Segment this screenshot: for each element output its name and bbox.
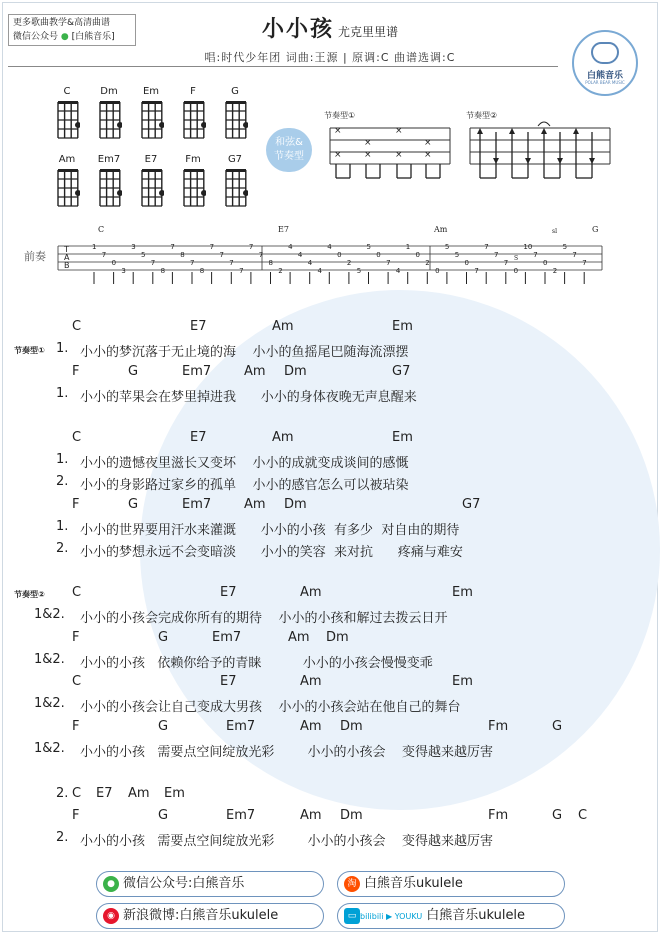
wechat-icon: ●	[60, 32, 69, 42]
chord-label: C	[72, 674, 82, 689]
lyric-line: 小小的小孩会让自己变成大男孩 小小的小孩会站在他自己的舞台	[80, 700, 461, 715]
chord-label: Fm	[488, 719, 509, 734]
tab-fret-number: 4	[317, 267, 322, 275]
tab-letter: B	[64, 261, 70, 270]
tab-fret-number: 7	[258, 251, 264, 259]
tab-fret-number: 0	[376, 251, 381, 259]
chord-diagrams	[0, 0, 330, 220]
chord-label: E7	[190, 319, 207, 334]
song-title: 小小孩 尤克里里谱	[261, 17, 399, 42]
lyric-line: 小小的苹果会在梦里掉进我 小小的身体夜晚无声息醒来	[80, 390, 417, 405]
intro-chord: C	[98, 225, 105, 234]
chord-label: E7	[220, 674, 237, 689]
tab-fret-number: 5	[454, 251, 460, 259]
chord-label: Em	[452, 674, 473, 689]
lyric-line: 小小的世界要用汗水来灌溉 小小的小孩 有多少 对自由的期待	[80, 523, 460, 538]
chorus-number: 1&2.	[34, 652, 65, 667]
chord-label: G	[128, 497, 139, 512]
brand-logo	[572, 30, 638, 96]
tab-fret-number: 0	[513, 267, 519, 275]
chord-label: F	[72, 808, 80, 823]
svg-text:×: ×	[424, 138, 432, 148]
lyric-line: 小小的小孩 需要点空间绽放光彩 小小的小孩会 变得越来越厉害	[80, 834, 493, 849]
footer-taobao[interactable]: 淘 白熊音乐ukulele	[337, 871, 565, 897]
chord-label: Am	[272, 430, 294, 445]
chord-label: C	[72, 319, 82, 334]
svg-text:×: ×	[334, 150, 342, 160]
slide-mark: sl	[552, 228, 557, 235]
chord-label: C	[72, 786, 82, 801]
chord-label: Am	[128, 786, 150, 801]
chord-label: G	[158, 719, 169, 734]
outro-number: 2.	[56, 830, 69, 845]
rhythm-marker: 节奏型①	[14, 346, 45, 355]
tab-fret-number: 5	[444, 243, 450, 251]
chord-label: Am	[300, 674, 322, 689]
logo-name: 白熊音乐	[586, 71, 623, 81]
chord-name: E7	[144, 154, 158, 165]
chord-label: F	[72, 497, 80, 512]
tab-fret-number: 4	[307, 259, 313, 267]
tab-fret-number: 5	[366, 243, 371, 251]
tab-fret-number: 7	[474, 267, 479, 275]
tab-fret-number: 7	[209, 243, 215, 251]
lyric-line: 小小的小孩会完成你所有的期待 小小的小孩和解过去拨云日开	[80, 611, 448, 626]
svg-text:×: ×	[395, 126, 403, 136]
rhythm-label-2: 节奏型②	[466, 111, 498, 120]
verse-number: 1.	[56, 452, 69, 467]
tab-fret-number: 7	[101, 251, 107, 259]
rhythm-marker: 节奏型②	[14, 590, 45, 599]
tv-icon: ▭	[344, 908, 360, 924]
chord-name: Am	[58, 154, 76, 165]
chord-label: Am	[300, 808, 322, 823]
chord-label: Am	[300, 585, 322, 600]
intro-chord: E7	[278, 225, 289, 234]
tab-fret-number: 7	[582, 259, 587, 267]
lyric-line: 小小的遗憾夜里滋长又变坏 小小的成就变成谈间的感慨	[80, 456, 409, 471]
tab-fret-number: 7	[248, 243, 254, 251]
tab-fret-number: 4	[288, 243, 293, 251]
outro-number: 2.	[56, 786, 69, 801]
chord-label: E7	[190, 430, 207, 445]
chord-label: G	[158, 808, 169, 823]
chord-label: Em7	[182, 497, 212, 512]
chord-rhythm-badge: 和弦& 节奏型	[266, 128, 312, 172]
intro-tab	[56, 224, 604, 290]
tab-fret-number: 8	[180, 251, 185, 259]
tab-fret-number: 7	[572, 251, 577, 259]
tab-fret-number: 1	[92, 243, 97, 251]
weibo-icon: ◉	[103, 908, 119, 924]
video-brands: bilibili ▶ YOUKU	[360, 912, 423, 921]
chord-diagram	[56, 100, 80, 140]
chord-label: C	[72, 585, 82, 600]
footer-video[interactable]: ▭ bilibili ▶ YOUKU 白熊音乐ukulele	[337, 903, 565, 929]
verse-number: 1.	[56, 341, 69, 356]
rhythm-patterns	[320, 118, 620, 186]
tab-fret-number: 7	[190, 259, 195, 267]
chord-name: G	[231, 86, 239, 97]
chord-label: F	[72, 630, 80, 645]
chord-label: E7	[96, 786, 113, 801]
lyric-line: 小小的身影路过家乡的孤单 小小的感官怎么可以被玷染	[80, 478, 409, 493]
tab-fret-number: 2	[425, 259, 430, 267]
taobao-icon: 淘	[344, 876, 360, 892]
chord-label: Em	[452, 585, 473, 600]
tab-fret-number: 7	[239, 267, 244, 275]
chord-label: G7	[392, 364, 411, 379]
chord-label: F	[72, 719, 80, 734]
chord-name: F	[190, 86, 196, 97]
tab-fret-number: 8	[199, 267, 205, 275]
promo-line: 微信公众号 ● [白熊音乐]	[13, 32, 115, 42]
chorus-number: 1&2.	[34, 696, 65, 711]
lyric-line: 小小的梦沉落于无止境的海 小小的鱼摇尾巴随海流漂摆	[80, 345, 409, 360]
song-credits: 唱:时代少年团 词曲:王源 | 原调:C 曲谱选调:C	[204, 51, 456, 64]
chord-name: G7	[227, 154, 243, 165]
tab-fret-number: 7	[170, 243, 175, 251]
chord-label: Em7	[182, 364, 212, 379]
svg-text:×: ×	[395, 150, 403, 160]
tab-fret-number: 2	[346, 259, 352, 267]
tab-fret-number: 4	[297, 251, 303, 259]
chord-label: Am	[272, 319, 294, 334]
svg-text:×: ×	[424, 150, 432, 160]
chord-label: Am	[300, 719, 322, 734]
tab-fret-number: 2	[278, 267, 283, 275]
chord-diagram	[224, 168, 248, 208]
chord-label: Em	[392, 430, 413, 445]
chord-label: Em	[164, 786, 185, 801]
chord-label: Dm	[326, 630, 349, 645]
tab-fret-number: 4	[395, 267, 401, 275]
tab-fret-number: 0	[415, 251, 420, 259]
chord-label: G	[552, 808, 563, 823]
wechat-icon: ●	[103, 876, 119, 892]
promo-line: 更多歌曲教学&高清曲谱	[13, 18, 111, 28]
tab-fret-number: 5	[141, 251, 146, 259]
chorus-number: 1&2.	[34, 741, 65, 756]
chord-name: Fm	[185, 154, 201, 165]
tab-fret-number: 0	[464, 259, 469, 267]
chord-label: C	[72, 430, 82, 445]
chord-label: E7	[220, 585, 237, 600]
chord-label: Am	[244, 364, 266, 379]
chord-diagram	[98, 168, 122, 208]
chord-diagram	[98, 100, 122, 140]
tab-fret-number: 0	[111, 259, 117, 267]
verse-number: 1.	[56, 386, 69, 401]
rhythm-label-1: 节奏型①	[324, 111, 356, 120]
lyric-line: 小小的梦想永远不会变暗淡 小小的笑容 来对抗 疼痛与难安	[80, 545, 463, 560]
tab-fret-number: 1	[405, 243, 411, 251]
tab-fret-number: 3	[131, 243, 136, 251]
lyric-line: 小小的小孩 需要点空间绽放光彩 小小的小孩会 变得越来越厉害	[80, 745, 493, 760]
tab-fret-number: 0	[435, 267, 440, 275]
tab-fret-number: 7	[386, 259, 391, 267]
tab-letter: T	[64, 245, 69, 254]
tab-fret-number: 5	[356, 267, 362, 275]
chord-name: Em7	[97, 154, 121, 165]
chord-diagram	[140, 100, 164, 140]
chord-label: Em7	[212, 630, 242, 645]
tab-fret-number: 8	[268, 259, 273, 267]
svg-text:×: ×	[334, 126, 342, 136]
chord-diagram	[224, 100, 248, 140]
chord-name: Dm	[100, 86, 118, 97]
svg-text:×: ×	[364, 150, 372, 160]
chord-label: G	[128, 364, 139, 379]
tab-fret-number: 0	[543, 259, 548, 267]
logo-en: POLAR BEAR MUSIC	[585, 80, 625, 85]
footer-weibo[interactable]: ◉ 新浪微博:白熊音乐ukulele	[96, 903, 324, 929]
tab-fret-number: 7	[533, 251, 538, 259]
tab-fret-number: 7	[219, 251, 224, 259]
chord-label: Em7	[226, 808, 256, 823]
tab-fret-number: 5	[562, 243, 568, 251]
chord-label: Em	[392, 319, 413, 334]
chord-label: C	[578, 808, 588, 823]
chord-label: Am	[244, 497, 266, 512]
chord-diagram	[140, 168, 164, 208]
bear-icon	[591, 42, 619, 64]
chord-label: Dm	[284, 364, 307, 379]
tab-fret-number: 4	[327, 243, 332, 251]
verse-number: 2.	[56, 541, 69, 556]
tab-fret-number: 7	[229, 259, 234, 267]
chord-label: G7	[462, 497, 481, 512]
chord-label: F	[72, 364, 80, 379]
intro-label: 前奏	[24, 250, 46, 263]
tab-fret-number: 10	[523, 243, 533, 251]
verse-number: 2.	[56, 474, 69, 489]
footer-wechat[interactable]: ● 微信公众号:白熊音乐	[96, 871, 324, 897]
tab-fret-number: 8	[160, 267, 166, 275]
tab-letter: A	[64, 253, 70, 262]
intro-chord: Am	[434, 225, 448, 234]
tab-fret-number: 7	[150, 259, 156, 267]
s-mark: S	[514, 255, 519, 262]
svg-text:×: ×	[364, 138, 372, 148]
tab-fret-number: 2	[552, 267, 558, 275]
song-subtitle: 尤克里里谱	[338, 25, 399, 39]
chord-diagram	[182, 100, 206, 140]
tab-fret-number: 7	[503, 259, 509, 267]
tab-fret-number: 3	[121, 267, 126, 275]
chord-label: Em7	[226, 719, 256, 734]
intro-chord: G	[592, 225, 599, 234]
chord-diagram	[182, 168, 206, 208]
tab-fret-number: 7	[494, 251, 499, 259]
chorus-number: 1&2.	[34, 607, 65, 622]
chord-label: Am	[288, 630, 310, 645]
verse-number: 1.	[56, 519, 69, 534]
chord-label: Fm	[488, 808, 509, 823]
chord-diagram	[56, 168, 80, 208]
tab-fret-number: 7	[484, 243, 489, 251]
chord-name: Em	[142, 86, 160, 97]
lyric-line: 小小的小孩 依赖你给予的青睐 小小的小孩会慢慢变乖	[80, 656, 433, 671]
chord-label: G	[552, 719, 563, 734]
chord-label: G	[158, 630, 169, 645]
chord-name: C	[63, 86, 71, 97]
chord-label: Dm	[284, 497, 307, 512]
chord-label: Dm	[340, 808, 363, 823]
chord-label: Dm	[340, 719, 363, 734]
tab-fret-number: 0	[337, 251, 342, 259]
